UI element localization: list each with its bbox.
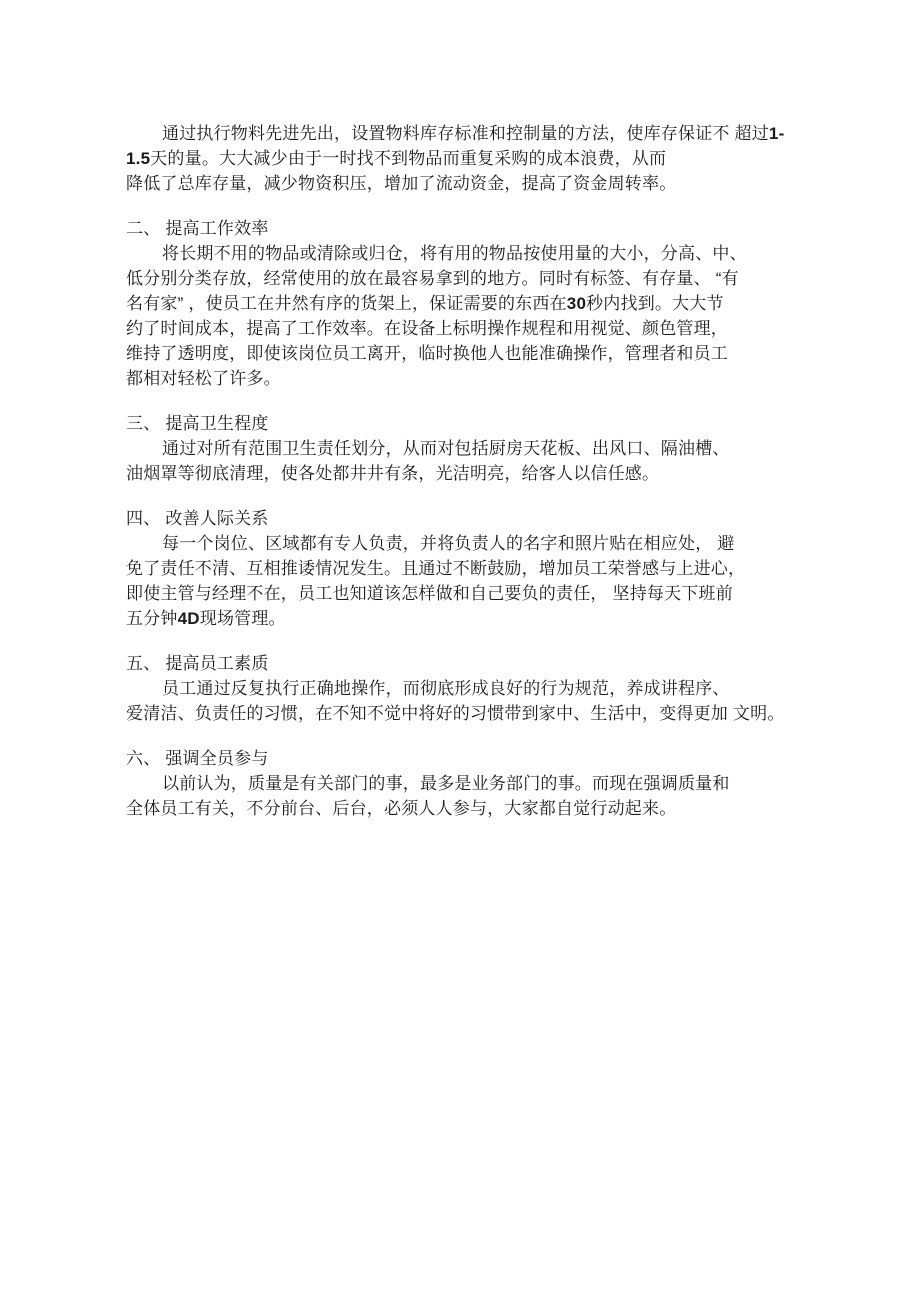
document-section [126, 216, 800, 391]
text-run: 约了时间成本，提高了工作效率。在设备上标明操作规程和用视觉、颜色管理， [126, 319, 728, 338]
document-section [126, 121, 800, 196]
text-run: 通过执行物料先进先出，设置物料库存标准和控制量的方法，使库存保证不 超过 [162, 124, 769, 143]
text-line [126, 436, 800, 461]
text-line [126, 531, 800, 556]
text-run: 低分别分类存放，经常使用的放在最容易拿到的地方。同时有标签、有存量、 “有 [126, 269, 739, 288]
text-run: 员工通过反复执行正确地操作，而彻底形成良好的行为规范，养成讲程序、 [162, 679, 730, 698]
text-line [126, 796, 800, 821]
text-line [126, 701, 800, 726]
text-line [126, 266, 800, 291]
section-heading: 二、 提高工作效率 [126, 219, 269, 238]
text-line [126, 581, 800, 606]
text-run: 降低了总库存量，减少物资积压，增加了流动资金，提高了资金周转率。 [126, 174, 677, 193]
text-run: 天的量。大大减少由于一时找不到物品而重复采购的成本浪费，从而 [150, 149, 667, 168]
text-line [126, 366, 800, 391]
document-section [126, 506, 800, 631]
section-heading: 四、 改善人际关系 [126, 509, 269, 528]
text-run: 现场管理。 [199, 609, 286, 628]
text-run: 名有家” ，使员工在井然有序的货架上，保证需要的东西在 [126, 294, 567, 313]
text-line [126, 241, 800, 266]
text-run: 都相对轻松了许多。 [126, 369, 281, 388]
bold-text-run: 4D [177, 609, 200, 628]
section-heading: 六、 强调全员参与 [126, 749, 269, 768]
section-heading: 五、 提高员工素质 [126, 654, 269, 673]
text-run: 油烟罩等彻底清理，使各处都井井有条，光洁明亮，给客人以信任感。 [126, 464, 660, 483]
text-run: 每一个岗位、区域都有专人负责，并将负责人的名字和照片贴在相应处， 避 [162, 534, 735, 553]
text-line [126, 316, 800, 341]
text-run: 秒内找到。大大节 [586, 294, 724, 313]
bold-text-run: 1.5 [126, 149, 151, 168]
text-line [126, 291, 800, 316]
document-body [126, 121, 800, 821]
document-section [126, 411, 800, 486]
text-run: 通过对所有范围卫生责任划分，从而对包括厨房天花板、出风口、隔油槽、 [162, 439, 730, 458]
text-run: 全体员工有关，不分前台、后台，必须人人参与，大家都自觉行动起来。 [126, 799, 677, 818]
text-line [126, 121, 800, 146]
text-run: 以前认为，质量是有关部门的事，最多是业务部门的事。而现在强调质量和 [162, 774, 730, 793]
text-run: 维持了透明度，即使该岗位员工离开，临时换他人也能准确操作，管理者和员工 [126, 344, 728, 363]
text-line [126, 676, 800, 701]
text-run: 五分钟 [126, 609, 178, 628]
text-run: 将长期不用的物品或清除或归仓，将有用的物品按使用量的大小，分高、中、 [162, 244, 747, 263]
text-line [126, 341, 800, 366]
text-run: 免了责任不清、互相推诿情况发生。且通过不断鼓励，增加员工荣誉感与上进心， [126, 559, 746, 578]
text-run: 即使主管与经理不在，员工也知道该怎样做和自己要负的责任， 坚持每天下班前 [126, 584, 733, 603]
text-line [126, 171, 800, 196]
bold-text-run: 30 [566, 294, 587, 313]
text-run: 爱清洁、负责任的习惯，在不知不觉中将好的习惯带到家中、生活中，变得更加 文明。 [126, 704, 785, 723]
document-section [126, 651, 800, 726]
text-line [126, 146, 800, 171]
section-heading: 三、 提高卫生程度 [126, 414, 269, 433]
bold-text-run: 1- [768, 124, 785, 143]
text-line [126, 461, 800, 486]
text-line [126, 606, 800, 631]
text-line [126, 771, 800, 796]
text-line [126, 556, 800, 581]
document-section [126, 746, 800, 821]
